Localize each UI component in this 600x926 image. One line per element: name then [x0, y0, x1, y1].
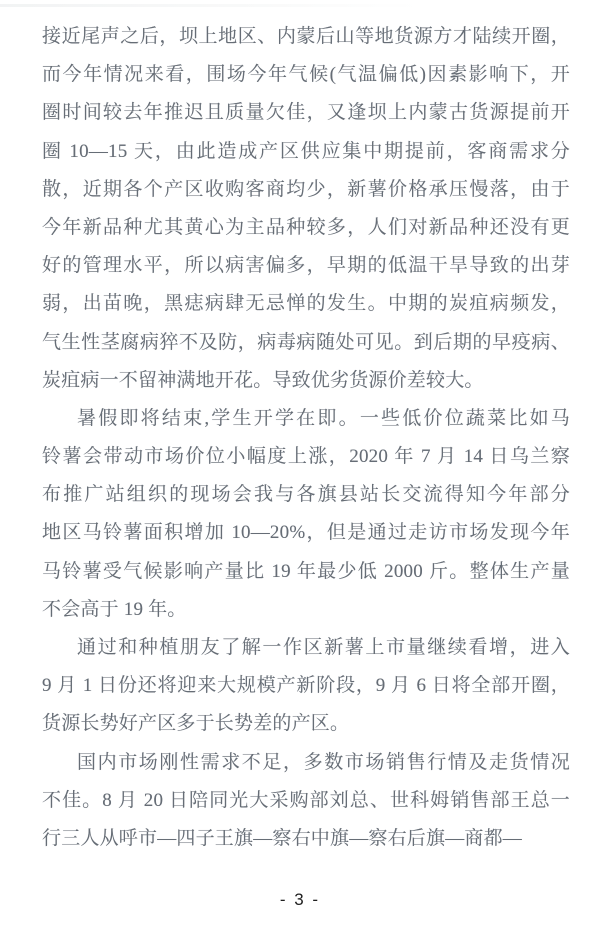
text-line: 而今年情况来看，围场今年气候(气温偏低)因素影响下，开 [42, 64, 570, 86]
text-line: 弱，出苗晚，黑痣病肆无忌惮的发生。中期的炭疽病频发， [42, 293, 570, 315]
text-line: 货源长势好产区多于长势差的产区。 [42, 713, 350, 735]
text-line: 圈 10—15 天，由此造成产区供应集中期提前，客商需求分 [42, 140, 570, 162]
scan-artifact [0, 4, 420, 7]
text-line: 圈时间较去年推迟且质量欠佳，又逢坝上内蒙古货源提前开 [42, 102, 570, 124]
text-line: 不佳。8 月 20 日陪同光大采购部刘总、世科姆销售部王总一 [42, 789, 570, 811]
text-line: 马铃薯受气候影响产量比 19 年最少低 2000 斤。整体生产量 [42, 560, 570, 582]
text-line: 散，近期各个产区收购客商均少，新薯价格承压慢落，由于 [42, 178, 570, 200]
text-line: 接近尾声之后，坝上地区、内蒙后山等地货源方才陆续开圈， [42, 26, 570, 47]
text-block [42, 18, 570, 858]
text-line: 行三人从呼市—四子王旗—察右中旗—察右后旗—商都— [42, 827, 523, 849]
text-line: 地区马铃薯面积增加 10—20%，但是通过走访市场发现今年 [42, 522, 570, 544]
page-number: - 3 - [279, 890, 321, 909]
text-line: 国内市场刚性需求不足，多数市场销售行情及走货情况 [77, 751, 570, 773]
text-line: 9 月 1 日份还将迎来大规模产新阶段，9 月 6 日将全部开圈， [42, 675, 570, 697]
text-line: 暑假即将结束,学生开学在即。一些低价位蔬菜比如马 [77, 407, 570, 429]
text-line: 不会高于 19 年。 [42, 598, 187, 620]
text-line: 布推广站组织的现场会我与各旗县站长交流得知今年部分 [42, 484, 570, 506]
text-line: 今年新品种尤其黄心为主品种较多，人们对新品种还没有更 [42, 216, 570, 238]
text-line: 炭疽病一不留神满地开花。导致优劣货源价差较大。 [42, 369, 484, 391]
text-line: 好的管理水平，所以病害偏多，早期的低温干旱导致的出芽 [42, 255, 570, 277]
text-line: 铃薯会带动市场价位小幅度上涨，2020 年 7 月 14 日乌兰察 [42, 446, 570, 468]
text-line: 气生性茎腐病猝不及防，病毒病随处可见。到后期的早疫病、 [42, 331, 570, 353]
text-line: 通过和种植朋友了解一作区新薯上市量继续看增，进入 [77, 637, 570, 658]
